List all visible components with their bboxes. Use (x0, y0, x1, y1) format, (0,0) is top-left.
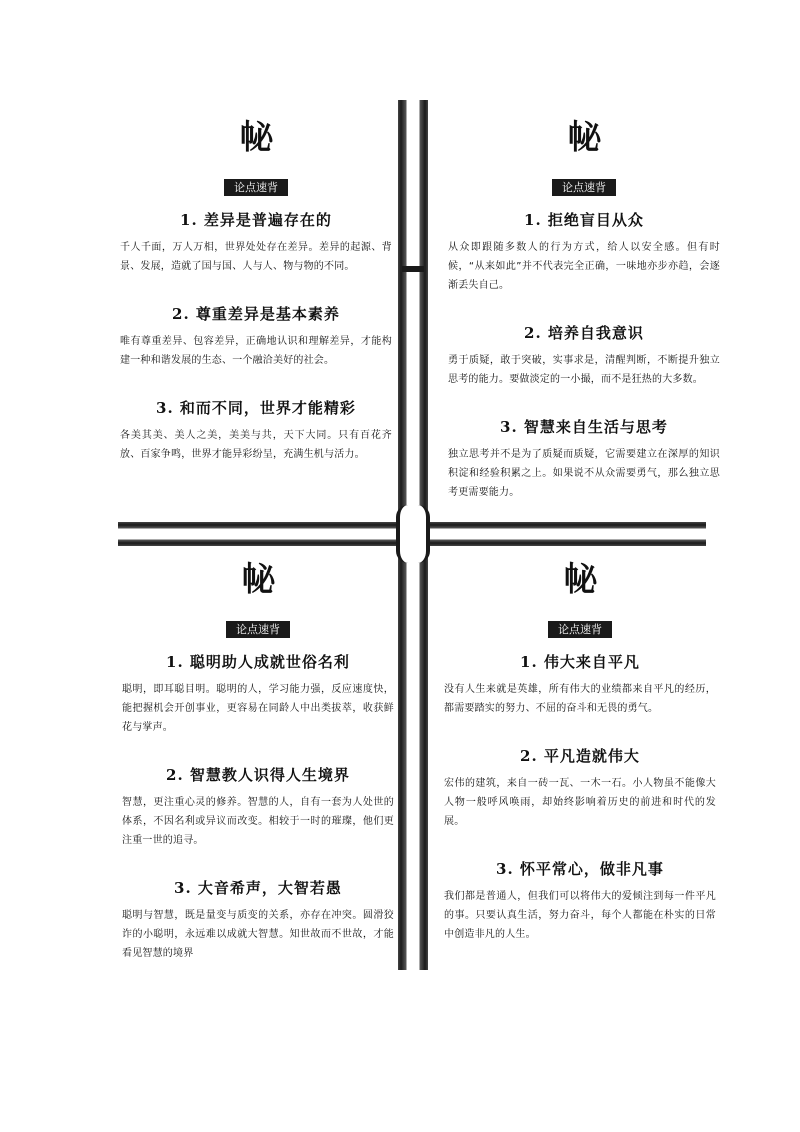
argument-text: 独立思考并不是为了质疑而质疑，它需要建立在深厚的知识积淀和经验积累之上。如果说不从众需要勇气，那么独立思考更需要能力。 (448, 449, 720, 498)
panel-bottom-right (444, 560, 716, 944)
argument-section (122, 765, 394, 850)
argument-text: 各美其美、美人之美，美美与共，天下大同。只有百花齐放、百家争鸣，世界才能异彩纷呈，充满生机与活力。 (120, 430, 392, 460)
panel-top-left (120, 118, 392, 464)
argument-heading: 3. 和而不同，世界才能精彩 (156, 399, 356, 417)
argument-heading: 1. 聪明助人成就世俗名利 (166, 653, 350, 671)
seal-logo: 𢁽 (240, 118, 272, 158)
section-tag: 论点速背 (552, 179, 616, 196)
argument-text: 没有人生来就是英雄，所有伟大的业绩都来自平凡的经历，都需要踏实的努力、不屈的奋斗和无畏的勇气。 (444, 684, 716, 714)
seal-logo: 𢁽 (568, 118, 600, 158)
argument-section (120, 210, 392, 276)
argument-text: 勇于质疑，敢于突破，实事求是，清醒判断，不断提升独立思考的能力。要做淡定的一小撮，而不是狂热的大多数。 (448, 355, 720, 385)
argument-heading: 2. 尊重差异是基本素养 (172, 305, 340, 323)
argument-section (448, 417, 720, 502)
seal-logo: 𢁽 (564, 560, 596, 600)
argument-text: 唯有尊重差异、包容差异，正确地认识和理解差异，才能构建一种和谐发展的生态、一个融洽美好的社会。 (120, 336, 392, 366)
argument-section (444, 859, 716, 944)
argument-text: 智慧，更注重心灵的修养。智慧的人，自有一套为人处世的体系，不因名利或异议而改变。相较于一时的璀璨，他们更注重一世的追寻。 (122, 797, 394, 846)
argument-heading: 3. 大音希声，大智若愚 (174, 879, 342, 897)
argument-text: 我们都是普通人，但我们可以将伟大的爱倾注到每一件平凡的事。只要认真生活，努力奋斗，每个人都能在朴实的日常中创造非凡的人生。 (444, 891, 716, 940)
argument-text: 聪明，即耳聪目明。聪明的人，学习能力强，反应速度快，能把握机会开创事业，更容易在同龄人中出类拔萃，收获鲜花与掌声。 (122, 684, 394, 733)
argument-heading: 1. 拒绝盲目从众 (524, 211, 644, 229)
argument-section (120, 398, 392, 464)
argument-heading: 3. 智慧来自生活与思考 (500, 418, 668, 436)
section-tag: 论点速背 (224, 179, 288, 196)
section-tag: 论点速背 (548, 621, 612, 638)
argument-text: 宏伟的建筑，来自一砖一瓦、一木一石。小人物虽不能像大人物一般呼风唤雨，却始终影响着历史的前进和时代的发展。 (444, 778, 716, 827)
argument-section (444, 652, 716, 718)
argument-text: 从众即跟随多数人的行为方式，给人以安全感。但有时候，“从来如此”并不代表完全正确，一味地亦步亦趋，会逐渐丢失自己。 (448, 242, 720, 291)
argument-section (444, 746, 716, 831)
panel-top-right (448, 118, 720, 502)
argument-text: 聪明与智慧，既是量变与质变的关系，亦存在冲突。圆滑狡诈的小聪明，永远难以成就大智慧。知世故而不世故，才能看见智慧的境界 (122, 910, 394, 959)
argument-section (120, 304, 392, 370)
panel-bottom-left (122, 560, 394, 963)
seal-logo: 𢁽 (242, 560, 274, 600)
argument-heading: 2. 培养自我意识 (524, 324, 644, 342)
divider-notch (402, 266, 424, 272)
argument-heading: 2. 智慧教人识得人生境界 (166, 766, 350, 784)
argument-heading: 1. 伟大来自平凡 (520, 653, 640, 671)
argument-section (122, 878, 394, 963)
section-tag: 论点速背 (226, 621, 290, 638)
argument-heading: 2. 平凡造就伟大 (520, 747, 640, 765)
argument-heading: 1. 差异是普遍存在的 (180, 211, 332, 229)
divider-junction (396, 505, 430, 563)
argument-section (448, 210, 720, 295)
argument-text: 千人千面，万人万相，世界处处存在差异。差异的起源、背景、发展，造就了国与国、人与人、物与物的不同。 (120, 242, 392, 272)
argument-section (448, 323, 720, 389)
argument-section (122, 652, 394, 737)
argument-heading: 3. 怀平常心，做非凡事 (496, 860, 664, 878)
